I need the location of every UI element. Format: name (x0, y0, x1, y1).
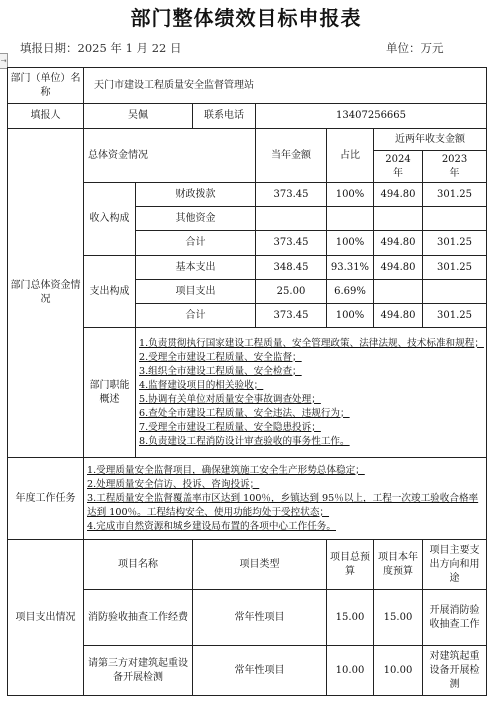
project-year-budget: 15.00 (374, 590, 423, 646)
project-name: 消防验收抽查工作经费 (84, 590, 193, 646)
project-total-budget: 15.00 (327, 590, 374, 646)
duty-item: 4.监督建设项目的相关验收； (139, 379, 264, 391)
income-ratio: 100% (327, 231, 374, 256)
recent-years-header: 近两年收支金额 (374, 129, 487, 151)
project-purpose-header: 项目主要支出方向和用途 (423, 540, 487, 590)
expense-y1: 494.80 (374, 304, 423, 328)
task-item: 3.工程质量安全监督覆盖率市区达到 100％，乡镇达到 95％以上，工程一次竣工验收合格率达到 100％。工程结构安全、使用功能均处于受控状态； (87, 492, 479, 518)
project-type: 常年性项目 (193, 590, 327, 646)
phone-label: 联系电话 (193, 104, 256, 129)
year-2023-suffix: 年 (449, 167, 460, 179)
income-ratio: 100% (327, 183, 374, 207)
expense-y2: 301.25 (423, 304, 487, 328)
income-ratio (327, 207, 374, 231)
expense-amount: 348.45 (256, 256, 327, 280)
project-name: 请第三方对建筑起重设备开展检测 (84, 646, 193, 696)
year-2024-value: 2024 (385, 153, 411, 165)
expense-y1 (374, 280, 423, 304)
duty-item: 1.负责贯彻执行国家建设工程质量、安全管理政策、法律法规、技术标准和规程； (139, 337, 484, 349)
income-y2: 301.25 (423, 183, 487, 207)
duty-item: 6.查处全市建设工程质量、安全违法、违规行为； (139, 407, 350, 419)
duty-item: 7.受理全市建设工程质量、安全隐患投诉； (139, 421, 321, 433)
income-name: 财政拨款 (136, 183, 256, 207)
duties-content (136, 328, 487, 458)
funds-section-label: 部门总体资金情况 (8, 129, 84, 458)
year-2024-suffix: 年 (393, 167, 403, 179)
funds-header-row (8, 129, 487, 151)
expense-amount: 373.45 (256, 304, 327, 328)
expense-y1: 494.80 (374, 256, 423, 280)
tasks-row (8, 458, 487, 540)
income-name: 其他资金 (136, 207, 256, 231)
project-type: 常年性项目 (193, 646, 327, 696)
expense-name: 基本支出 (136, 256, 256, 280)
expense-ratio: 93.31% (327, 256, 374, 280)
duty-item: 8.负责建设工程消防设计审查验收的事务性工作。 (139, 435, 350, 447)
page-title: 部门整体绩效目标申报表 (130, 6, 362, 30)
current-amount-header: 当年金额 (256, 129, 327, 183)
expense-label: 支出构成 (84, 256, 136, 328)
expense-amount: 25.00 (256, 280, 327, 304)
filler-row (8, 104, 487, 129)
phone-value: 13407256665 (256, 104, 487, 129)
dept-label: 部门（单位）名称 (8, 68, 84, 104)
dept-row (8, 68, 487, 104)
projects-header-row (8, 540, 487, 590)
project-year-budget-header: 项目本年度预算 (374, 540, 423, 590)
income-y2 (423, 207, 487, 231)
overall-funds-label: 总体资金情况 (84, 129, 256, 183)
project-purpose: 开展消防验收抽查工作 (423, 590, 487, 646)
year-2024-header (374, 151, 423, 183)
income-y1: 494.80 (374, 183, 423, 207)
fill-date: 填报日期：2025 年 1 月 22 日 (20, 41, 182, 55)
tasks-label: 年度工作任务 (8, 458, 84, 540)
project-purpose: 对建筑起重设备开展检测 (423, 646, 487, 696)
project-type-header: 项目类型 (193, 540, 327, 590)
duty-item: 3.组织全市建设工程质量、安全检查； (139, 365, 302, 377)
expense-ratio: 6.69% (327, 280, 374, 304)
task-item: 2.处理质量安全信访、投诉、咨询投诉； (87, 478, 260, 490)
project-total-budget: 10.00 (327, 646, 374, 696)
project-total-budget-header: 项目总预算 (327, 540, 374, 590)
income-amount: 373.45 (256, 231, 327, 256)
duty-item: 5.协调有关单位对质量安全事故调查处理； (139, 393, 321, 405)
expense-y2: 301.25 (423, 256, 487, 280)
task-item: 4.完成市自然资源和城乡建设局布置的各项中心工作任务。 (87, 520, 336, 532)
income-y2: 301.25 (423, 231, 487, 256)
duties-label: 部门职能概述 (84, 328, 136, 458)
performance-form-table (7, 67, 487, 696)
side-collapse-tab[interactable]: ⇥ (0, 53, 8, 69)
projects-label: 项目支出情况 (8, 540, 84, 696)
expense-ratio: 100% (327, 304, 374, 328)
income-name: 合计 (136, 231, 256, 256)
tasks-content (84, 458, 487, 540)
income-amount (256, 207, 327, 231)
income-y1 (374, 207, 423, 231)
expense-name: 合计 (136, 304, 256, 328)
filler-label: 填报人 (8, 104, 84, 129)
income-y1: 494.80 (374, 231, 423, 256)
task-item: 1.受理质量安全监督项目，确保建筑施工安全生产形势总体稳定； (87, 464, 365, 476)
duty-item: 2.受理全市建设工程质量、安全监督； (139, 351, 302, 363)
expense-y2 (423, 280, 487, 304)
income-amount: 373.45 (256, 183, 327, 207)
filler-name: 吴佩 (84, 104, 193, 129)
project-name-header: 项目名称 (84, 540, 193, 590)
year-2023-value: 2023 (441, 153, 468, 165)
expense-name: 项目支出 (136, 280, 256, 304)
ratio-header: 占比 (327, 129, 374, 183)
project-year-budget: 10.00 (374, 646, 423, 696)
unit-label: 单位：万元 (386, 41, 444, 55)
dept-value: 天门市建设工程质量安全监督管理站 (84, 68, 487, 104)
year-2023-header (423, 151, 487, 183)
income-label: 收入构成 (84, 183, 136, 256)
